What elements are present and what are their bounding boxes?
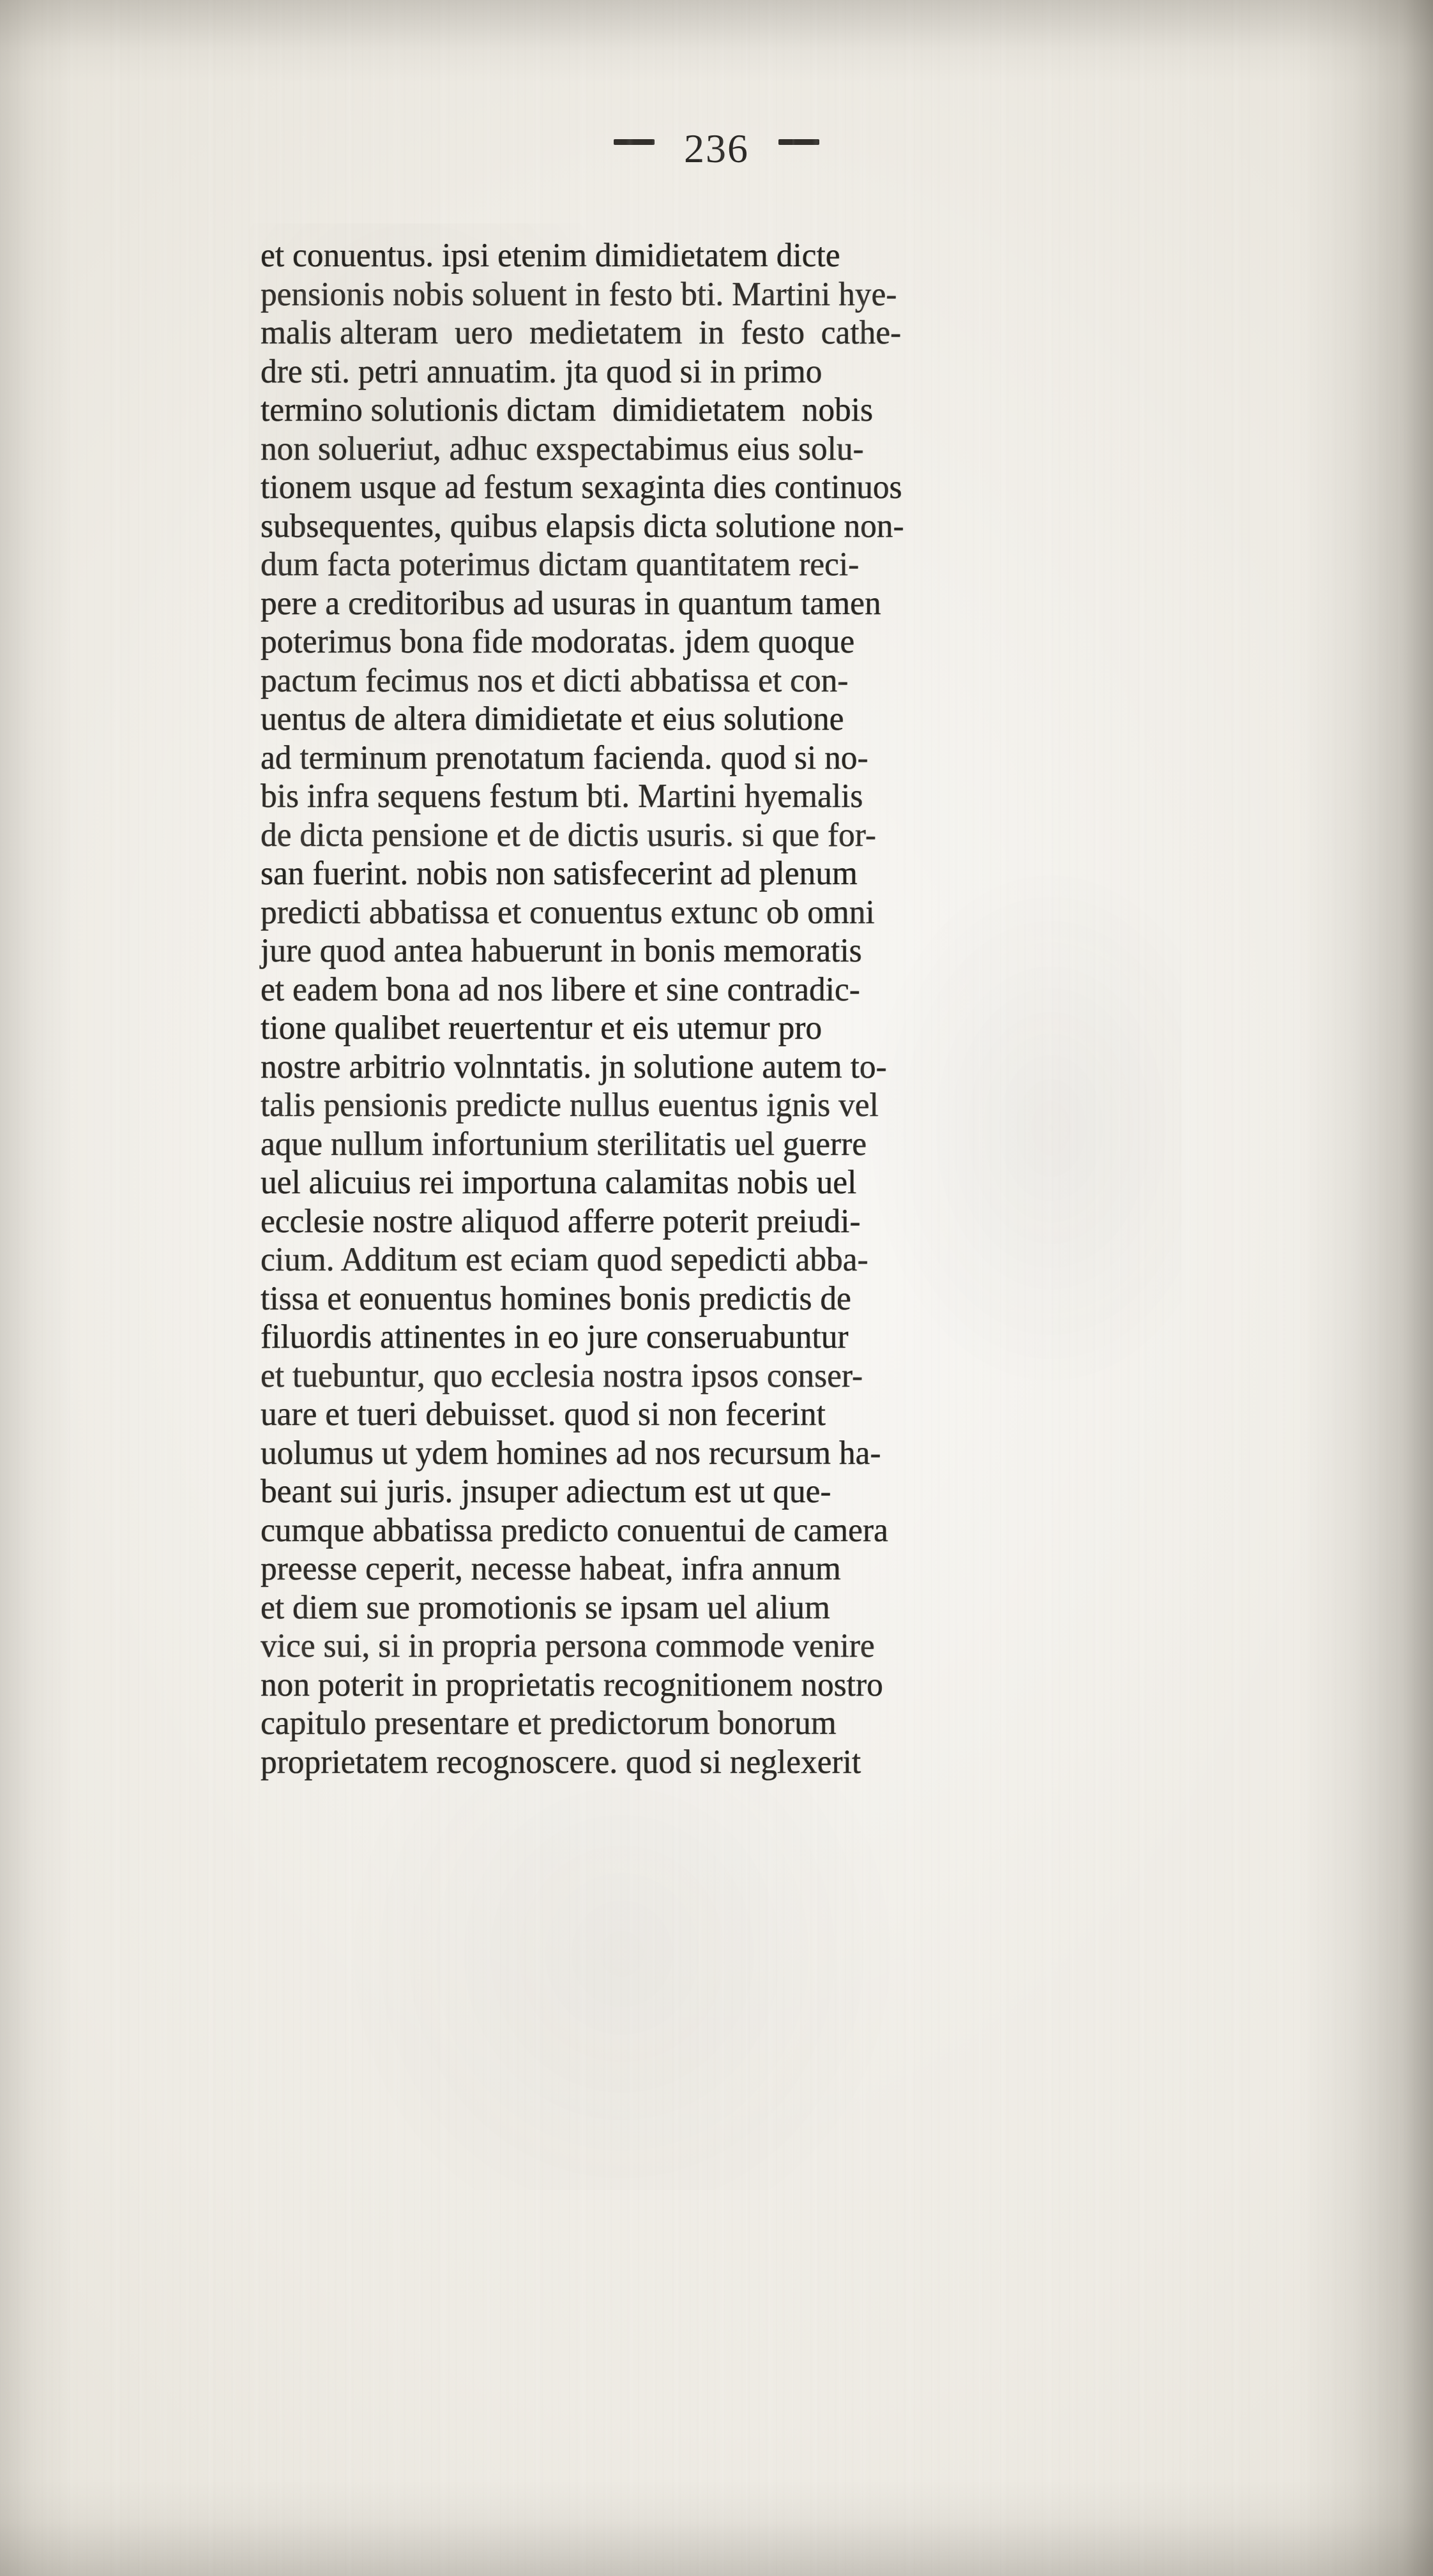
text-line: dum facta poterimus dictam quantitatem reci- xyxy=(261,546,860,583)
text-line: dre sti. petri annuatim. jta quod si in primo xyxy=(261,352,823,390)
text-line: vice sui, si in propria persona commode venire xyxy=(261,1627,875,1664)
text-line: preesse ceperit, necesse habeat, infra annum xyxy=(261,1550,841,1587)
page-number: 236 xyxy=(684,125,749,171)
text-line: cumque abbatissa predicto conuentui de camera xyxy=(261,1511,888,1549)
text-line: malis alteram uero medietatem in festo cathe- xyxy=(261,314,902,351)
text-line: cium. Additum est eciam quod sepedicti abba- xyxy=(261,1241,868,1278)
text-line: pere a creditoribus ad usuras in quantum tamen xyxy=(261,584,881,622)
text-line: et tuebuntur, quo ecclesia nostra ipsos conser- xyxy=(261,1357,863,1394)
text-line: uel alicuius rei importuna calamitas nobis uel xyxy=(261,1164,857,1201)
text-line: capitulo presentare et predictorum bonorum xyxy=(261,1705,837,1742)
text-line: pensionis nobis soluent in festo bti. Martini hye- xyxy=(261,275,897,313)
text-line: san fuerint. nobis non satisfecerint ad plenum xyxy=(261,855,858,892)
running-head xyxy=(0,125,1433,169)
text-line: uare et tueri debuisset. quod si non fecerint xyxy=(261,1396,826,1433)
text-line: et conuentus. ipsi etenim dimidietatem dicte xyxy=(261,237,840,274)
text-line: filuordis attinentes in eo jure conseruabuntur xyxy=(261,1318,849,1355)
body-text-block xyxy=(261,236,1135,1781)
text-line: pactum fecimus nos et dicti abbatissa et con- xyxy=(261,661,849,699)
text-line: de dicta pensione et de dictis usuris. si que for- xyxy=(261,816,876,854)
text-line: tione qualibet reuertentur et eis utemur pro xyxy=(261,1009,823,1046)
text-line: predicti abbatissa et conuentus extunc ob omni xyxy=(261,893,875,931)
text-line: bis infra sequens festum bti. Martini hyemalis xyxy=(261,778,863,815)
text-line: uolumus ut ydem homines ad nos recursum ha- xyxy=(261,1434,881,1472)
text-line: ad terminum prenotatum facienda. quod si no- xyxy=(261,739,868,776)
text-line: tissa et eonuentus homines bonis predictis de xyxy=(261,1279,851,1317)
text-line: beant sui juris. jnsuper adiectum est ut que- xyxy=(261,1473,831,1510)
text-line: nostre arbitrio volnntatis. jn solutione autem to- xyxy=(261,1048,887,1085)
text-line: tionem usque ad festum sexaginta dies continuos xyxy=(261,469,902,506)
text-line: jure quod antea habuerunt in bonis memoratis xyxy=(261,932,862,969)
text-line: aque nullum infortunium sterilitatis uel guerre xyxy=(261,1125,867,1163)
text-line: uentus de altera dimidietate et eius solutione xyxy=(261,700,844,737)
running-head-rule-left xyxy=(614,139,655,145)
text-line: non solueriut, adhuc exspectabimus eius solu- xyxy=(261,430,864,467)
text-line: ecclesie nostre aliquod afferre poterit preiudi- xyxy=(261,1202,861,1240)
text-line: non poterit in proprietatis recognitionem nostro xyxy=(261,1666,883,1703)
text-line: et diem sue promotionis se ipsam uel alium xyxy=(261,1588,830,1626)
text-line: poterimus bona fide modoratas. jdem quoque xyxy=(261,623,855,660)
text-line: et eadem bona ad nos libere et sine contradic- xyxy=(261,970,860,1008)
text-line: subsequentes, quibus elapsis dicta solutione non- xyxy=(261,507,904,545)
running-head-rule-right xyxy=(778,139,819,145)
text-line: talis pensionis predicte nullus euentus ignis vel xyxy=(261,1087,879,1124)
text-line: proprietatem recognoscere. quod si neglexerit xyxy=(261,1743,861,1781)
text-line: termino solutionis dictam dimidietatem nobis xyxy=(261,391,874,428)
